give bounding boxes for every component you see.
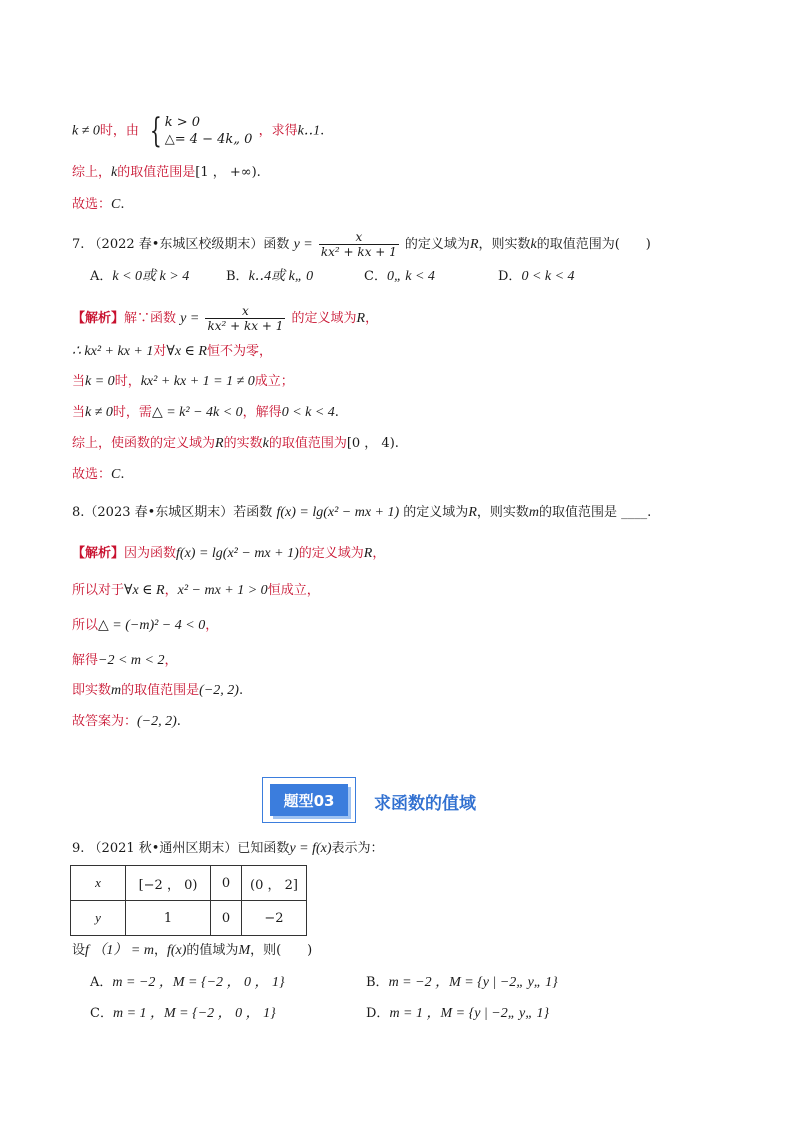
text: 的值域为 — [186, 943, 239, 958]
q7-option-b[interactable] — [226, 268, 313, 286]
option-label: A． — [90, 975, 113, 990]
math-expr: f （1） = m — [85, 943, 154, 958]
text: 即实数 — [72, 683, 112, 698]
q7-stem — [72, 230, 651, 259]
math-k: k — [111, 165, 118, 180]
math-expr: ∴ kx² + kx + 1 — [72, 344, 154, 359]
option-label: D． — [366, 1006, 390, 1021]
q7-option-a[interactable] — [90, 268, 189, 286]
prev-summary-line — [72, 164, 261, 182]
punct: . — [394, 436, 399, 451]
math-R: R — [468, 505, 477, 520]
inequality-system — [145, 111, 253, 151]
text: ，则实数 — [476, 505, 529, 520]
punct: . — [120, 467, 125, 482]
system-row-2: △= 4 − 4k„ 0 — [164, 132, 253, 147]
punct: ， — [153, 943, 167, 958]
fraction-denominator: kx² + kx + 1 — [320, 245, 397, 259]
section-header — [262, 777, 512, 823]
math-function: f(x) = lg(x² − mx + 1) — [276, 505, 400, 520]
option-value: m = −2 ，M = {y | −2„ y„ 1} — [388, 975, 558, 990]
math-expr: 0 < k < 4 — [281, 405, 335, 420]
math-expr: △ = k² − 4k < 0 — [151, 405, 243, 420]
text: 成立； — [254, 374, 294, 389]
punct: ， — [365, 311, 379, 326]
fraction — [319, 230, 399, 259]
function-table — [70, 865, 307, 936]
prev-condition-line — [72, 111, 325, 151]
prev-answer-line — [72, 196, 125, 214]
math-forall: ∀x ∈ R — [166, 344, 207, 359]
math-m: m — [528, 505, 540, 520]
option-label: B． — [366, 975, 389, 990]
answer-label: 故答案为： — [72, 714, 138, 729]
math-result: k‥1 — [297, 123, 321, 139]
q9-given-line — [72, 942, 312, 960]
option-value: m = 1 ，M = {y | −2„ y„ 1} — [389, 1006, 550, 1021]
punct: . — [120, 197, 125, 212]
punct: ， — [164, 653, 178, 668]
option-value: 0„ k < 4 — [386, 269, 435, 284]
q7-option-d[interactable] — [498, 268, 575, 286]
text: 的取值范围为( ) — [536, 237, 651, 252]
table-cell: [−2 ， 0) — [126, 866, 211, 901]
punct: . — [176, 714, 181, 729]
math-forall: ∀x ∈ R — [124, 583, 165, 598]
section-title: 求函数的值域 — [374, 794, 476, 814]
math-M: M — [238, 943, 251, 958]
text: 的取值范围是 — [117, 165, 196, 180]
q8-solution-line-3 — [72, 617, 218, 635]
math-expr: k ≠ 0 — [85, 405, 113, 420]
text: 的取值范围是 — [121, 683, 200, 698]
q9-option-c[interactable] — [90, 1005, 276, 1023]
option-value: m = −2 ，M = {−2 ， 0 ， 1} — [112, 975, 285, 990]
question-number: 7. — [72, 237, 85, 252]
math-k: k — [262, 436, 269, 451]
text: 当 — [72, 405, 86, 420]
math-range: [0 ， 4) — [346, 436, 395, 451]
table-row — [71, 901, 307, 936]
text: 的定义域为 — [291, 311, 357, 326]
math-k: k — [530, 237, 537, 252]
q8-solution-line-5 — [72, 682, 243, 700]
math-range: [1 ， +∞) — [195, 165, 257, 180]
math-expr: x² − mx + 1 > 0 — [177, 583, 268, 598]
solution-tag: 【解析】 — [72, 546, 125, 561]
text: 的取值范围是 — [539, 505, 618, 520]
section-badge-frame — [262, 777, 356, 823]
text: 所以 — [72, 618, 99, 633]
text: 的定义域为 — [403, 505, 469, 520]
option-value: 0 < k < 4 — [521, 269, 575, 284]
fraction-denominator: kx² + kx + 1 — [207, 319, 284, 333]
math-expr: f(x) — [166, 943, 187, 958]
option-label: D． — [498, 269, 522, 284]
math-y: y = — [293, 237, 313, 252]
text: 解得 — [72, 653, 99, 668]
text: 的定义域为 — [298, 546, 364, 561]
math-k-nonzero: k ≠ 0 — [72, 123, 100, 139]
text: ，则( ) — [250, 943, 313, 958]
q8-stem — [72, 504, 651, 522]
math-expr: △ = (−m)² − 4 < 0 — [98, 618, 206, 633]
text: 恒成立， — [267, 583, 320, 598]
q8-answer-line — [72, 713, 181, 731]
table-cell: 0 — [211, 901, 242, 936]
text: 时，需 — [112, 405, 152, 420]
q7-solution-line-1 — [72, 304, 378, 333]
q7-solution-line-3 — [72, 373, 294, 391]
question-number: 9. — [72, 841, 85, 856]
question-source: （2021 秋•通州区期末）已知函数 — [88, 841, 290, 856]
text: 综上， — [72, 165, 112, 180]
fraction-numerator: x — [355, 230, 363, 244]
question-source: （2022 春•东城区校级期末）函数 — [88, 237, 290, 252]
table-cell: −2 — [242, 901, 307, 936]
question-number: 8. — [72, 505, 85, 520]
q8-solution-line-4 — [72, 652, 177, 670]
math-R: R — [469, 237, 479, 252]
text: 表示为： — [331, 841, 384, 856]
table-cell: (0 ， 2] — [242, 866, 307, 901]
math-R: R — [215, 436, 224, 451]
table-header-x: x — [71, 866, 126, 901]
option-label: B． — [226, 269, 249, 284]
q7-solution-line-5 — [72, 435, 399, 453]
punct: . — [238, 683, 244, 698]
math-R: R — [363, 546, 373, 561]
text: 的定义域为 — [404, 237, 470, 252]
q8-solution-line-1 — [72, 545, 385, 563]
answer-blank[interactable]: ____ — [621, 505, 648, 520]
q7-solution-line-2 — [72, 343, 272, 361]
text: 恒不为零， — [206, 344, 272, 359]
answer-label: 故选： — [72, 467, 112, 482]
math-R: R — [356, 311, 366, 326]
text: 的实数 — [223, 436, 263, 451]
math-range: (−2, 2) — [199, 683, 239, 698]
brace-icon: { — [149, 111, 162, 151]
fraction — [205, 304, 285, 333]
option-value: k < 0或 k > 4 — [112, 269, 190, 284]
text: 时，由 — [99, 123, 139, 139]
q7-answer-line — [72, 466, 125, 484]
text: 解∵函数 — [124, 311, 177, 326]
q7-option-c[interactable] — [364, 268, 435, 286]
table-header-y: y — [71, 901, 126, 936]
text: 当 — [72, 374, 86, 389]
text: 因为函数 — [124, 546, 177, 561]
option-value: k‥4或 k„ 0 — [248, 269, 314, 284]
question-source: （2023 春•东城区期末）若函数 — [84, 505, 273, 520]
option-label: C． — [364, 269, 387, 284]
math-function: y = f(x) — [289, 841, 332, 856]
punct: . — [647, 505, 652, 520]
text: ，解得 — [242, 405, 282, 420]
table-cell: 0 — [211, 866, 242, 901]
text: ，则实数 — [478, 237, 531, 252]
section-badge: 题型03 — [270, 784, 348, 816]
text: 对 — [153, 344, 167, 359]
q9-option-a[interactable] — [90, 974, 285, 992]
text: 所以对于 — [72, 583, 125, 598]
fraction-numerator: x — [242, 304, 249, 318]
punct: ， — [164, 583, 178, 598]
solution-tag: 【解析】 — [72, 311, 125, 326]
math-expr: k = 0 — [85, 374, 115, 389]
answer-value: (−2, 2) — [137, 714, 177, 729]
answer-label: 故选： — [72, 197, 112, 212]
math-function: f(x) = lg(x² − mx + 1) — [176, 546, 299, 561]
punct: . — [256, 165, 261, 180]
option-label: C． — [90, 1006, 113, 1021]
text: ，求得 — [258, 123, 298, 139]
punct: . — [320, 123, 325, 139]
q7-solution-line-4 — [72, 404, 339, 422]
system-row-1: k > 0 — [164, 115, 201, 130]
text: 的取值范围为 — [268, 436, 347, 451]
text: 时， — [114, 374, 141, 389]
q9-option-d[interactable] — [366, 1005, 549, 1023]
math-m: m — [111, 683, 122, 698]
q9-stem — [72, 840, 384, 858]
punct: ， — [372, 546, 386, 561]
q8-solution-line-2 — [72, 582, 320, 600]
punct: . — [334, 405, 339, 420]
text: 设 — [72, 943, 86, 958]
table-cell: 1 — [126, 901, 211, 936]
answer-value: C — [111, 197, 121, 212]
answer-value: C — [111, 467, 121, 482]
math-expr: kx² + kx + 1 = 1 ≠ 0 — [140, 374, 255, 389]
math-expr: −2 < m < 2 — [98, 653, 165, 668]
option-label: A． — [90, 269, 113, 284]
math-y: y = — [180, 311, 200, 326]
punct: ， — [205, 618, 219, 633]
option-value: m = 1 ，M = {−2 ， 0 ， 1} — [112, 1006, 276, 1021]
table-row — [71, 866, 307, 901]
q9-option-b[interactable] — [366, 974, 558, 992]
text: 综上，使函数的定义域为 — [72, 436, 216, 451]
